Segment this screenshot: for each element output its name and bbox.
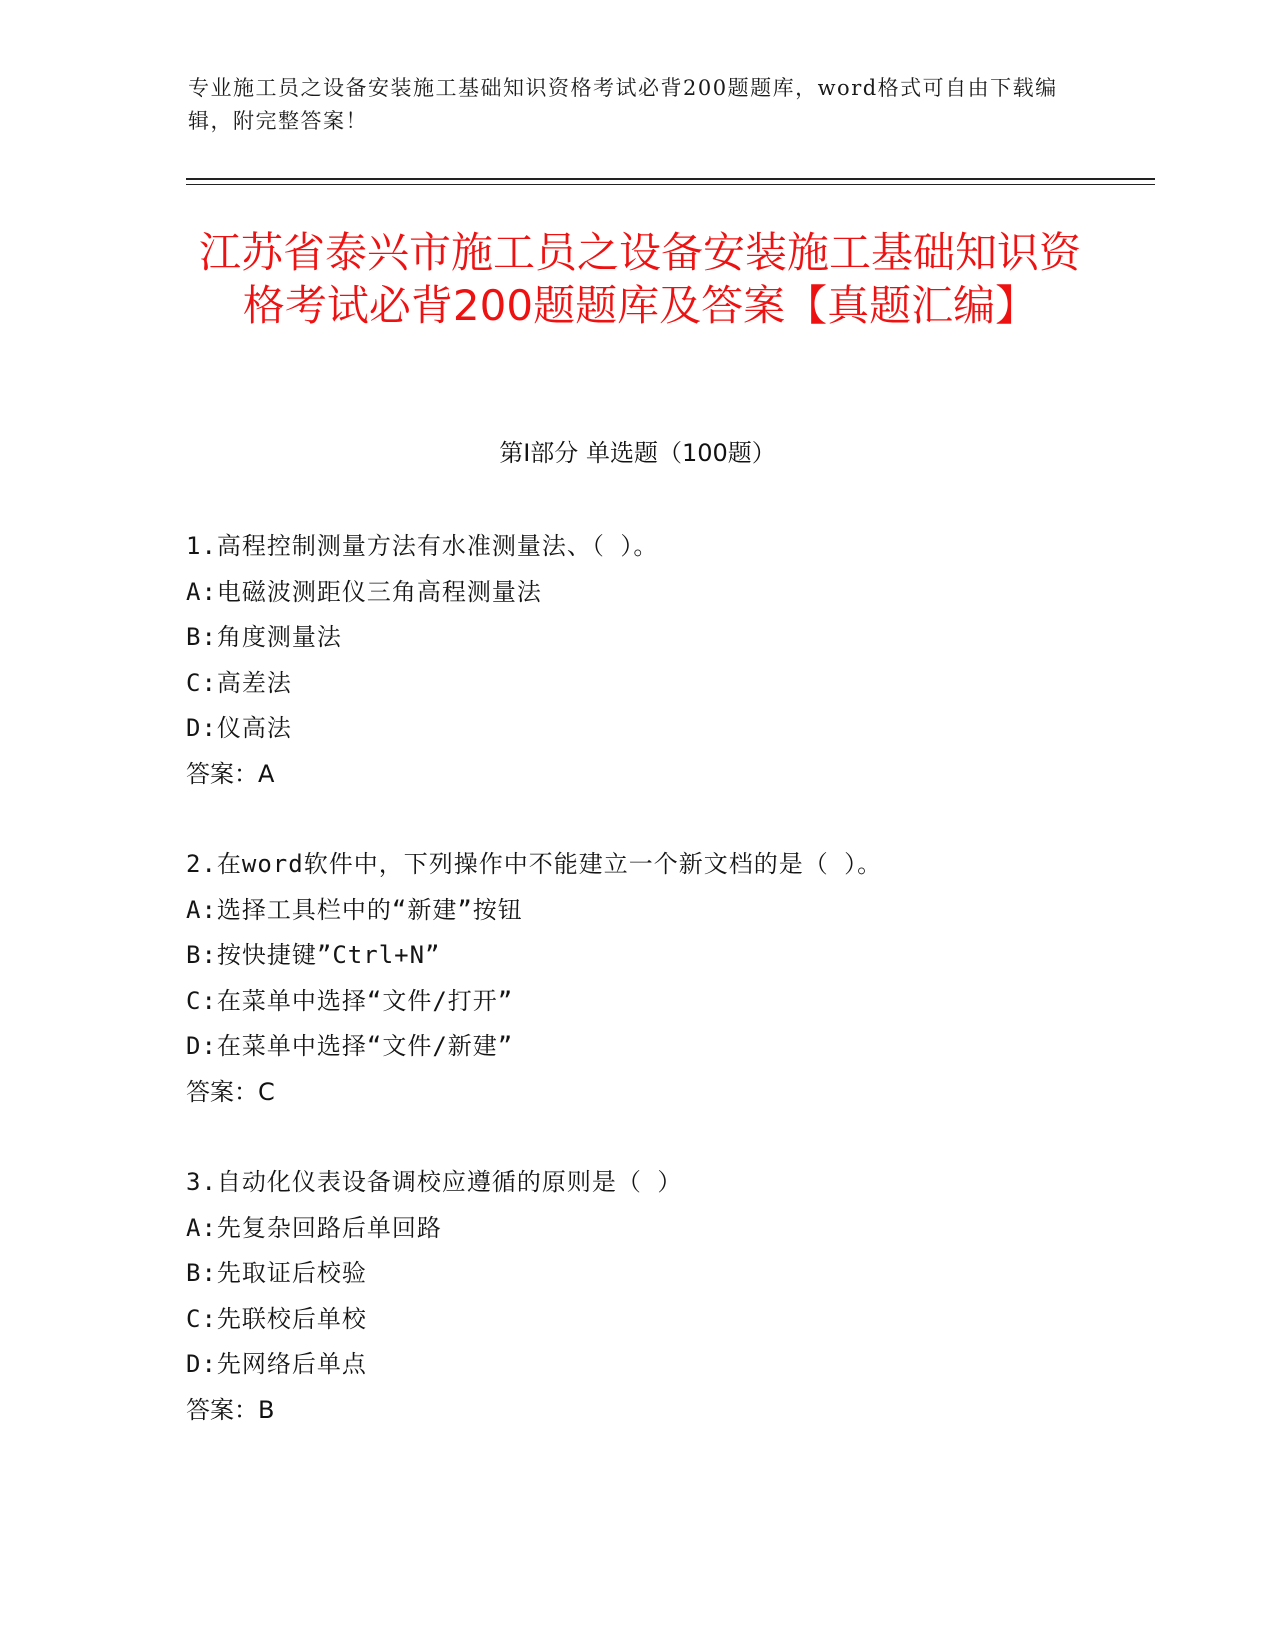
option-b: B:角度测量法 [186, 623, 342, 651]
option-d: D:在菜单中选择“文件/新建” [186, 1032, 514, 1060]
question-block [186, 1160, 1146, 1433]
option-a: A:先复杂回路后单回路 [186, 1213, 442, 1242]
answer-line: 答案：C [186, 1077, 275, 1106]
answer-line: 答案：B [186, 1395, 275, 1424]
option-b: B:按快捷键”Ctrl+N” [186, 941, 441, 969]
answer-line: 答案：A [186, 759, 275, 788]
option-a: A:选择工具栏中的“新建”按钮 [186, 895, 523, 924]
question-stem: 2.在word软件中，下列操作中不能建立一个新文档的是（ ）。 [186, 850, 883, 878]
question-stem: 3.自动化仪表设备调校应遵循的原则是（ ） [186, 1168, 683, 1196]
header-divider-thick [186, 178, 1155, 180]
document-title: 江苏省泰兴市施工员之设备安装施工基础知识资格考试必背200题题库及答案【真题汇编】 [198, 228, 1081, 330]
option-c: C:在菜单中选择“文件/打开” [186, 986, 514, 1015]
option-b: B:先取证后校验 [186, 1259, 367, 1287]
header-divider-thin [186, 184, 1155, 185]
question-stem: 1.高程控制测量方法有水准测量法、（ ）。 [186, 532, 659, 560]
option-c: C:高差法 [186, 668, 292, 697]
question-block [186, 524, 1146, 797]
option-c: C:先联校后单校 [186, 1304, 367, 1333]
option-a: A:电磁波测距仪三角高程测量法 [186, 577, 542, 606]
header-note: 专业施工员之设备安装施工基础知识资格考试必背200题题库，word格式可自由下载编辑，附完整答案！ [188, 76, 1058, 133]
option-d: D:先网络后单点 [186, 1350, 367, 1378]
option-d: D:仪高法 [186, 714, 292, 742]
question-block [186, 842, 1146, 1115]
section-heading: 第Ⅰ部分 单选题（100题） [499, 439, 776, 467]
